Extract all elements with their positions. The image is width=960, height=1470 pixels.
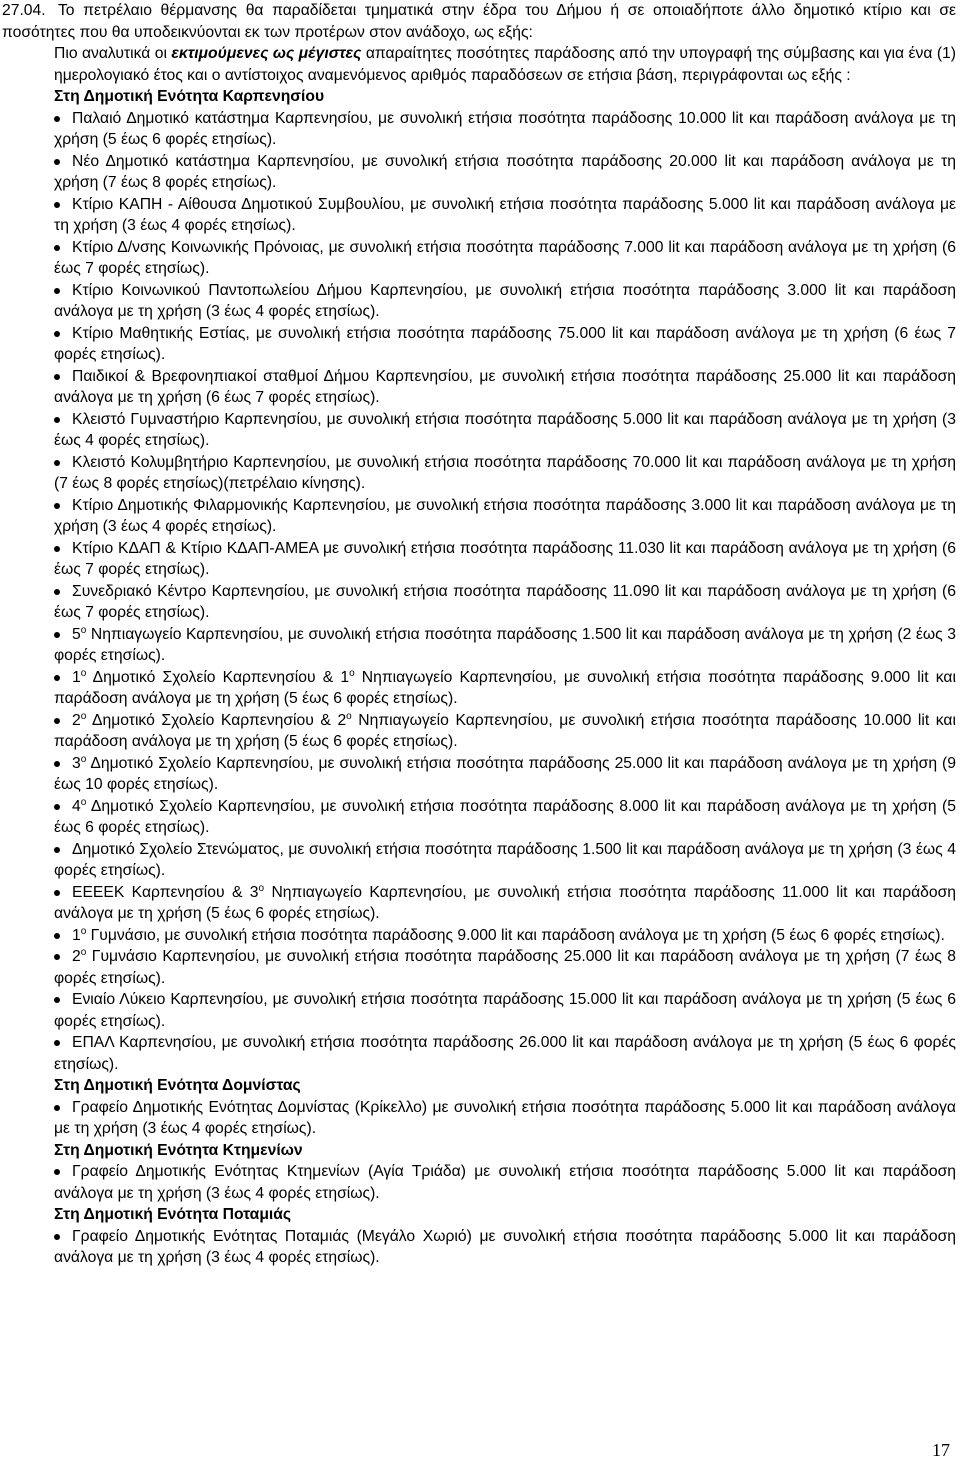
item-text-part: 1 (72, 668, 81, 686)
bullet-icon (54, 1040, 60, 1046)
ordinal-superscript: ο (80, 946, 87, 958)
item-text-part: Κλειστό Κολυμβητήριο Καρπενησίου, με συνολική ετήσια ποσότητα παράδοσης 70.000 lit και παράδοση ανάλογα με τη χρήση (7 έως 8 φορές ετησίως)(πετρέλαιο κίνησης). (54, 453, 956, 492)
list-item (54, 624, 956, 667)
item-text-part: ΕΕΕΕΚ Καρπενησίου & 3 (72, 883, 259, 901)
bullet-icon (54, 245, 60, 251)
item-text-part: Νηπιαγωγείο Καρπενησίου, με συνολική ετήσια ποσότητα παράδοσης 9.000 lit και παράδοση ανάλογα με τη χρήση (5 έως 6 φορές ετησίως). (54, 668, 956, 707)
section-heading: Στη Δημοτική Ενότητα Κτημενίων (54, 1141, 303, 1159)
list-item-text (54, 1161, 956, 1204)
bullet-icon (54, 331, 60, 337)
item-text-part: Παιδικοί & Βρεφονηπιακοί σταθμοί Δήμου Καρπενησίου, με συνολική ετήσια ποσότητα παράδοσης 25.000 lit και παράδοση ανάλογα με τη χρήση (6 έως 7 φορές ετησίως). (54, 367, 956, 406)
list-item (54, 1097, 956, 1140)
bullet-icon (54, 1234, 60, 1240)
item-text-part: Δημοτικό Σχολείο Καρπενησίου, με συνολική ετήσια ποσότητα παράδοσης 8.000 lit και παράδοση ανάλογα με τη χρήση (5 έως 6 φορές ετησίως). (54, 797, 956, 836)
list-item-text (54, 710, 956, 753)
document-body (2, 0, 957, 1269)
bullet-icon (54, 761, 60, 767)
list-item-text (54, 925, 956, 947)
item-text-part: Νηπιαγωγείο Καρπενησίου, με συνολική ετήσια ποσότητα παράδοσης 10.000 lit και παράδοση ανάλογα με τη χρήση (5 έως 6 φορές ετησίως). (54, 711, 956, 750)
list-item-text (54, 796, 956, 839)
list-item-text (54, 151, 956, 194)
item-text-part: Γραφείο Δημοτικής Ενότητας Ποταμιάς (Μεγάλο Χωριό) με συνολική ετήσια ποσότητα παράδοσης 5.000 lit και παράδοση ανάλογα με τη χρήση (3 έως 4 φορές ετησίως). (54, 1227, 956, 1266)
list-item (54, 925, 956, 947)
section-heading: Στη Δημοτική Ενότητα Ποταμιάς (54, 1206, 292, 1223)
list-item (54, 151, 956, 194)
intro-text-2-post: απαραίτητες ποσότητες παράδοσης από την υπογραφή της σύμβασης και για ένα (1) ημερολογιακό έτος και ο αντίστοιχος αναμενόμενος αριθμός παραδόσεων σε ετήσια βάση, περιγράφονται ως εξής : (54, 45, 957, 84)
list-item (54, 452, 956, 495)
list-item (54, 1226, 956, 1269)
list-item (54, 581, 956, 624)
ordinal-superscript: ο (80, 796, 87, 808)
list-item (54, 989, 956, 1032)
list-item-text (54, 946, 956, 989)
bullet-icon (54, 890, 60, 896)
ordinal-superscript: ο (258, 882, 265, 894)
item-text-part: Νέο Δημοτικό κατάστημα Καρπενησίου, με συνολική ετήσια ποσότητα παράδοσης 20.000 lit και παράδοση ανάλογα με τη χρήση (7 έως 8 φορές ετησίως). (54, 152, 956, 191)
item-text-part: 4 (72, 797, 81, 815)
ordinal-superscript: ο (80, 753, 87, 765)
bullet-icon (54, 933, 60, 939)
item-text-part: Γυμνάσιο Καρπενησίου, με συνολική ετήσια ποσότητα παράδοσης 25.000 lit και παράδοση ανάλογα με τη χρήση (7 έως 8 φορές ετησίως). (54, 948, 956, 987)
facility-list (54, 108, 956, 1076)
bullet-icon (54, 1169, 60, 1175)
list-item (54, 667, 956, 710)
bullet-icon (54, 374, 60, 380)
section-heading: Στη Δημοτική Ενότητα Δομνίστας (54, 1077, 301, 1094)
item-text-part: Δημοτικό Σχολείο Καρπενησίου & 2 (86, 711, 347, 729)
ordinal-superscript: ο (349, 667, 355, 679)
list-item-text (54, 495, 956, 538)
list-item-text (54, 581, 956, 624)
item-text-part: Δημοτικό Σχολείο Καρπενησίου, με συνολική ετήσια ποσότητα παράδοσης 25.000 lit και παράδοση ανάλογα με τη χρήση (9 έως 10 φορές ετησίως). (54, 754, 956, 793)
bullet-icon (54, 954, 60, 960)
intro-text-1: Το πετρέλαιο θέρμανσης θα παραδίδεται τμηματικά στην έδρα του Δήμου ή σε οποιαδήποτε άλλο δημοτικό κτίριο και σε ποσότητες που θα υποδεικνύονται εκ των προτέρων στον ανάδοχο, ως εξής: (2, 2, 956, 41)
item-text-part: 2 (72, 711, 81, 729)
intro-paragraph-2 (54, 43, 956, 86)
list-item (54, 108, 956, 151)
list-item (54, 495, 956, 538)
item-text-part: ΕΠΑΛ Καρπενησίου, με συνολική ετήσια ποσότητα παράδοσης 26.000 lit και παράδοση ανάλογα με τη χρήση (5 έως 6 φορές ετησίως). (54, 1034, 956, 1073)
item-text-part: Κτίριο ΚΔΑΠ & Κτίριο ΚΔΑΠ-ΑΜΕΑ με συνολική ετήσια ποσότητα παράδοσης 11.030 lit και παράδοση ανάλογα με τη χρήση (6 έως 7 φορές ετησίως). (54, 539, 956, 578)
bullet-icon (54, 997, 60, 1003)
bullet-icon (54, 202, 60, 208)
list-item-text (54, 989, 956, 1032)
item-text-part: Γυμνάσιο, με συνολική ετήσια ποσότητα παράδοσης 9.000 lit και παράδοση ανάλογα με τη χρήση (5 έως 6 φορές ετησίως). (86, 926, 945, 944)
facility-list (54, 1161, 956, 1204)
item-text-part: Κτίριο Κοινωνικού Παντοπωλείου Δήμου Καρπενησίου, με συνολική ετήσια ποσότητα παράδοσης 3.000 lit και παράδοση ανάλογα με τη χρήση (3 έως 4 φορές ετησίως). (54, 281, 956, 320)
item-text-part: Δημοτικό Σχολείο Στενώματος, με συνολική ετήσια ποσότητα παράδοσης 1.500 lit και παράδοση ανάλογα με τη χρήση (3 έως 4 φορές ετησίως). (54, 840, 956, 879)
list-item-text (54, 882, 956, 925)
bullet-icon (54, 1105, 60, 1111)
list-item (54, 323, 956, 366)
bullet-icon (54, 847, 60, 853)
list-item-text (54, 409, 956, 452)
item-text-part: Γραφείο Δημοτικής Ενότητας Δομνίστας (Κρίκελλο) με συνολική ετήσια ποσότητα παράδοσης 5.000 lit και παράδοση ανάλογα με τη χρήση (3 έως 4 φορές ετησίως). (54, 1098, 956, 1137)
page-number: 17 (932, 1440, 950, 1460)
ordinal-superscript: ο (80, 624, 87, 636)
section-number: 27.04. (2, 2, 46, 19)
list-item-text (54, 452, 956, 495)
bullet-icon (54, 804, 60, 810)
list-item-text (54, 280, 956, 323)
list-item (54, 409, 956, 452)
list-item-text (54, 194, 956, 237)
list-item-text (54, 839, 956, 882)
list-item (54, 882, 956, 925)
list-item (54, 538, 956, 581)
item-text-part: Νηπιαγωγείο Καρπενησίου, με συνολική ετήσια ποσότητα παράδοσης 11.000 lit και παράδοση ανάλογα με τη χρήση (5 έως 6 φορές ετησίως). (54, 883, 957, 922)
list-item (54, 753, 956, 796)
list-item (54, 839, 956, 882)
item-text-part: Κτίριο ΚΑΠΗ - Αίθουσα Δημοτικού Συμβουλίου, με συνολική ετήσια ποσότητα παράδοσης 5.000 lit και παράδοση ανάλογα με τη χρήση (3 έως 4 φορές ετησίως). (54, 195, 956, 234)
list-item (54, 710, 956, 753)
item-text-part: 1 (72, 926, 81, 944)
item-text-part: Παλαιό Δημοτικό κατάστημα Καρπενησίου, με συνολική ετήσια ποσότητα παράδοσης 10.000 lit και παράδοση ανάλογα με τη χρήση (5 έως 6 φορές ετησίως). (54, 109, 956, 148)
list-item-text (54, 753, 956, 796)
list-item-text (54, 323, 956, 366)
ordinal-superscript: ο (80, 710, 87, 722)
list-item (54, 237, 956, 280)
list-item (54, 1032, 956, 1075)
ordinal-superscript: ο (80, 667, 87, 679)
list-item (54, 1161, 956, 1204)
item-text-part: Νηπιαγωγείο Καρπενησίου, με συνολική ετήσια ποσότητα παράδοσης 1.500 lit και παράδοση ανάλογα με τη χρήση (2 έως 3 φορές ετησίως). (54, 625, 956, 664)
list-item (54, 946, 956, 989)
bullet-icon (54, 589, 60, 595)
bullet-icon (54, 632, 60, 638)
item-text-part: Κλειστό Γυμναστήριο Καρπενησίου, με συνολική ετήσια ποσότητα παράδοσης 5.000 lit και παράδοση ανάλογα με τη χρήση (3 έως 4 φορές ετησίως). (54, 410, 956, 449)
emphasis-text: εκτιμούμενες ως μέγιστες (171, 45, 362, 62)
list-item-text (54, 108, 956, 151)
ordinal-superscript: ο (346, 710, 352, 722)
ordinal-superscript: ο (80, 925, 87, 937)
facility-list (54, 1226, 956, 1269)
bullet-icon (54, 159, 60, 165)
sections-container (54, 86, 956, 1269)
item-text-part: Κτίριο Μαθητικής Εστίας, με συνολική ετήσια ποσότητα παράδοσης 75.000 lit και παράδοση ανάλογα με τη χρήση (6 έως 7 φορές ετησίως). (54, 324, 956, 363)
list-item-text (54, 667, 956, 710)
intro-text-2-pre: Πιο αναλυτικά οι (54, 45, 172, 62)
list-item-text (54, 237, 956, 280)
list-item-text (54, 1226, 956, 1269)
section-heading: Στη Δημοτική Ενότητα Καρπενησίου (54, 88, 325, 105)
list-item-text (54, 1032, 956, 1075)
bullet-icon (54, 718, 60, 724)
list-item-text (54, 624, 956, 667)
bullet-icon (54, 546, 60, 552)
bullet-icon (54, 460, 60, 466)
bullet-icon (54, 116, 60, 122)
bullet-icon (54, 675, 60, 681)
list-item-text (54, 366, 956, 409)
item-text-part: Κτίριο Δ/νσης Κοινωνικής Πρόνοιας, με συνολική ετήσια ποσότητα παράδοσης 7.000 lit και παράδοση ανάλογα με τη χρήση (6 έως 7 φορές ετησίως). (54, 238, 956, 277)
facility-list (54, 1097, 956, 1140)
list-item-text (54, 1097, 956, 1140)
item-text-part: 2 (72, 948, 81, 965)
item-text-part: 3 (72, 754, 81, 772)
list-item (54, 194, 956, 237)
item-text-part: Κτίριο Δημοτικής Φιλαρμονικής Καρπενησίου, με συνολική ετήσια ποσότητα παράδοσης 3.000 lit και παράδοση ανάλογα με τη χρήση (3 έως 4 φορές ετησίως). (54, 496, 956, 535)
bullet-icon (54, 288, 60, 294)
item-text-part: Δημοτικό Σχολείο Καρπενησίου & 1 (86, 668, 350, 686)
list-item (54, 366, 956, 409)
item-text-part: Συνεδριακό Κέντρο Καρπενησίου, με συνολική ετήσια ποσότητα παράδοσης 11.090 lit και παράδοση ανάλογα με τη χρήση (6 έως 7 φορές ετησίως). (54, 582, 956, 621)
list-item (54, 796, 956, 839)
bullet-icon (54, 417, 60, 423)
list-item (54, 280, 956, 323)
list-item-text (54, 538, 956, 581)
intro-paragraph-1 (2, 0, 956, 43)
item-text-part: 5 (72, 625, 81, 643)
item-text-part: Γραφείο Δημοτικής Ενότητας Κτημενίων (Αγία Τριάδα) με συνολική ετήσια ποσότητα παράδοσης 5.000 lit και παράδοση ανάλογα με τη χρήση (3 έως 4 φορές ετησίως). (54, 1163, 956, 1202)
bullet-icon (54, 503, 60, 509)
item-text-part: Ενιαίο Λύκειο Καρπενησίου, με συνολική ετήσια ποσότητα παράδοσης 15.000 lit και παράδοση ανάλογα με τη χρήση (5 έως 6 φορές ετησίως). (54, 991, 956, 1030)
